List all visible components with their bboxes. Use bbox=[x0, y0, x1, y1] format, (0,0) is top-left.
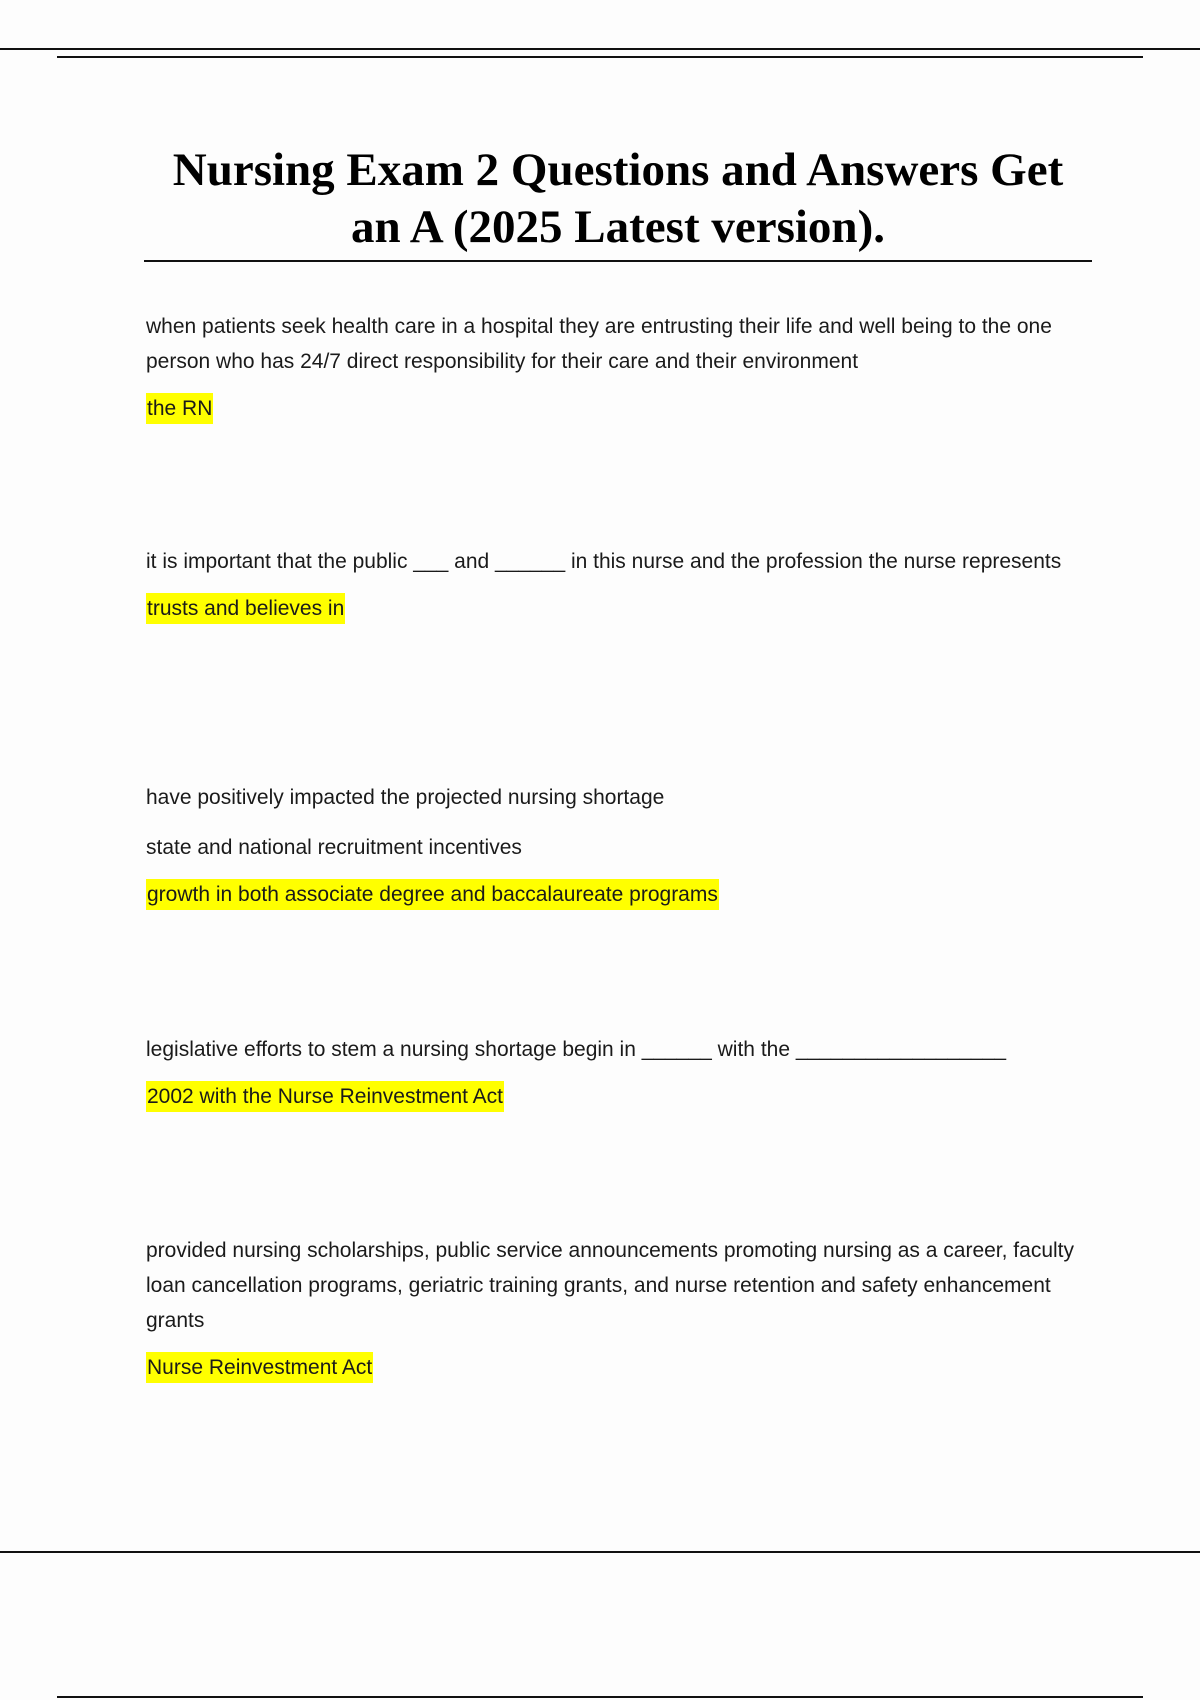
footer-rule bbox=[57, 1696, 1143, 1698]
question-text: when patients seek health care in a hospital they are entrusting their life and well being to the one person who has 24/7 direct responsibility for their care and their environment bbox=[146, 315, 1052, 373]
qa-item bbox=[146, 780, 1086, 910]
question-text: state and national recruitment incentives bbox=[146, 836, 522, 859]
question-text: legislative efforts to stem a nursing shortage begin in ______ with the __________________ bbox=[146, 1038, 1007, 1061]
qa-item bbox=[146, 309, 1086, 424]
document-title: Nursing Exam 2 Questions and Answers Get an A (2025 Latest version). bbox=[172, 144, 1064, 253]
qa-item bbox=[146, 544, 1086, 624]
qa-item bbox=[146, 1032, 1086, 1112]
header-rule bbox=[57, 56, 1143, 58]
highlighted-answer: Nurse Reinvestment Act bbox=[146, 1352, 373, 1383]
footer-border-rule bbox=[0, 1551, 1200, 1553]
highlighted-answer: the RN bbox=[146, 393, 213, 424]
highlighted-answer: trusts and believes in bbox=[146, 593, 345, 624]
highlighted-answer: 2002 with the Nurse Reinvestment Act bbox=[146, 1081, 504, 1112]
top-border-rule bbox=[0, 48, 1200, 50]
question-text: provided nursing scholarships, public service announcements promoting nursing as a career, faculty loan cancellation programs, geriatric training grants, and nurse retention and safety enhancement grants bbox=[146, 1239, 1074, 1332]
highlighted-answer: growth in both associate degree and baccalaureate programs bbox=[146, 879, 719, 910]
qa-item bbox=[146, 1233, 1086, 1383]
question-text: it is important that the public ___ and ______ in this nurse and the profession the nurse represents bbox=[146, 550, 1062, 573]
question-text: have positively impacted the projected nursing shortage bbox=[146, 786, 665, 809]
title-block bbox=[144, 142, 1092, 262]
